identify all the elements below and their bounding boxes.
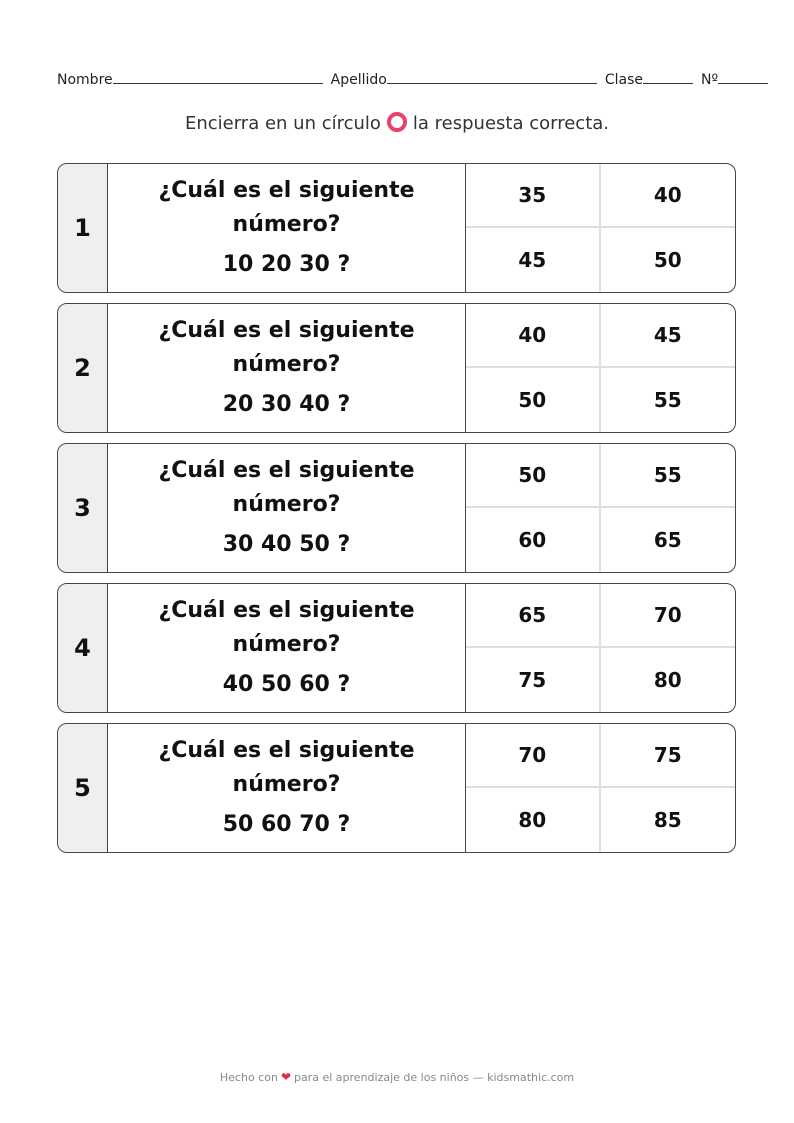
number-label: Nº [700, 72, 719, 88]
number-sequence: 40 50 60 ? [222, 672, 351, 697]
number-sequence: 30 40 50 ? [222, 532, 351, 557]
student-info-header [57, 68, 777, 88]
answer-option[interactable]: 50 [653, 248, 682, 272]
number-blank[interactable] [718, 69, 768, 84]
question-prompt [108, 584, 466, 712]
question-card [57, 163, 736, 293]
answer-option[interactable]: 75 [601, 724, 736, 788]
question-card [57, 303, 736, 433]
question-number: 3 [58, 444, 108, 572]
question-number: 1 [58, 164, 108, 292]
answer-option[interactable]: 50 [466, 368, 601, 432]
answer-options-grid [466, 584, 735, 712]
answer-option[interactable]: 80 [653, 668, 682, 692]
footer-text-end: para el aprendizaje de los niños — kidsmathic.com [294, 1071, 575, 1084]
heart-icon: ❤ [280, 1070, 291, 1084]
footer-text-start: Hecho con [219, 1071, 278, 1084]
answer-option[interactable]: 55 [653, 388, 682, 412]
answer-option[interactable]: 60 [466, 508, 601, 572]
question-text: ¿Cuál es el siguiente número? [158, 598, 415, 657]
instruction-text-end: la respuesta correcta. [412, 113, 610, 134]
question-number: 5 [58, 724, 108, 852]
question-number: 4 [58, 584, 108, 712]
answer-option[interactable]: 80 [466, 788, 601, 852]
number-sequence: 20 30 40 ? [222, 392, 351, 417]
answer-option[interactable]: 45 [601, 304, 736, 368]
question-prompt [108, 304, 466, 432]
question-prompt [108, 724, 466, 852]
instruction [0, 112, 794, 134]
answer-option[interactable]: 65 [466, 584, 601, 648]
question-card [57, 443, 736, 573]
answer-option[interactable]: 70 [466, 724, 601, 788]
question-card [57, 723, 736, 853]
question-number: 2 [58, 304, 108, 432]
surname-blank[interactable] [387, 69, 597, 84]
answer-options-grid [466, 304, 735, 432]
answer-option[interactable]: 65 [653, 528, 682, 552]
instruction-text-start: Encierra en un círculo [184, 113, 381, 134]
answer-option[interactable]: 70 [601, 584, 736, 648]
answer-option[interactable]: 40 [601, 164, 736, 228]
number-sequence: 50 60 70 ? [222, 812, 351, 837]
answer-options-grid [466, 724, 735, 852]
question-text: ¿Cuál es el siguiente número? [158, 178, 415, 237]
surname-label: Apellido [330, 72, 387, 88]
class-label: Clase [604, 72, 643, 88]
number-sequence: 10 20 30 ? [222, 252, 351, 277]
answer-options-grid [466, 444, 735, 572]
answer-option[interactable]: 55 [601, 444, 736, 508]
question-text: ¿Cuál es el siguiente número? [158, 318, 415, 377]
answer-option[interactable]: 50 [466, 444, 601, 508]
answer-option[interactable]: 85 [653, 808, 682, 832]
question-prompt [108, 444, 466, 572]
class-blank[interactable] [643, 69, 693, 84]
circle-icon [387, 112, 407, 132]
question-prompt [108, 164, 466, 292]
answer-option[interactable]: 40 [466, 304, 601, 368]
question-card [57, 583, 736, 713]
question-text: ¿Cuál es el siguiente número? [158, 458, 415, 517]
answer-option[interactable]: 45 [466, 228, 601, 292]
name-blank[interactable] [113, 69, 323, 84]
answer-options-grid [466, 164, 735, 292]
name-label: Nombre [57, 72, 113, 88]
answer-option[interactable]: 75 [466, 648, 601, 712]
footer [0, 1070, 794, 1084]
question-text: ¿Cuál es el siguiente número? [158, 738, 415, 797]
answer-option[interactable]: 35 [466, 164, 601, 228]
